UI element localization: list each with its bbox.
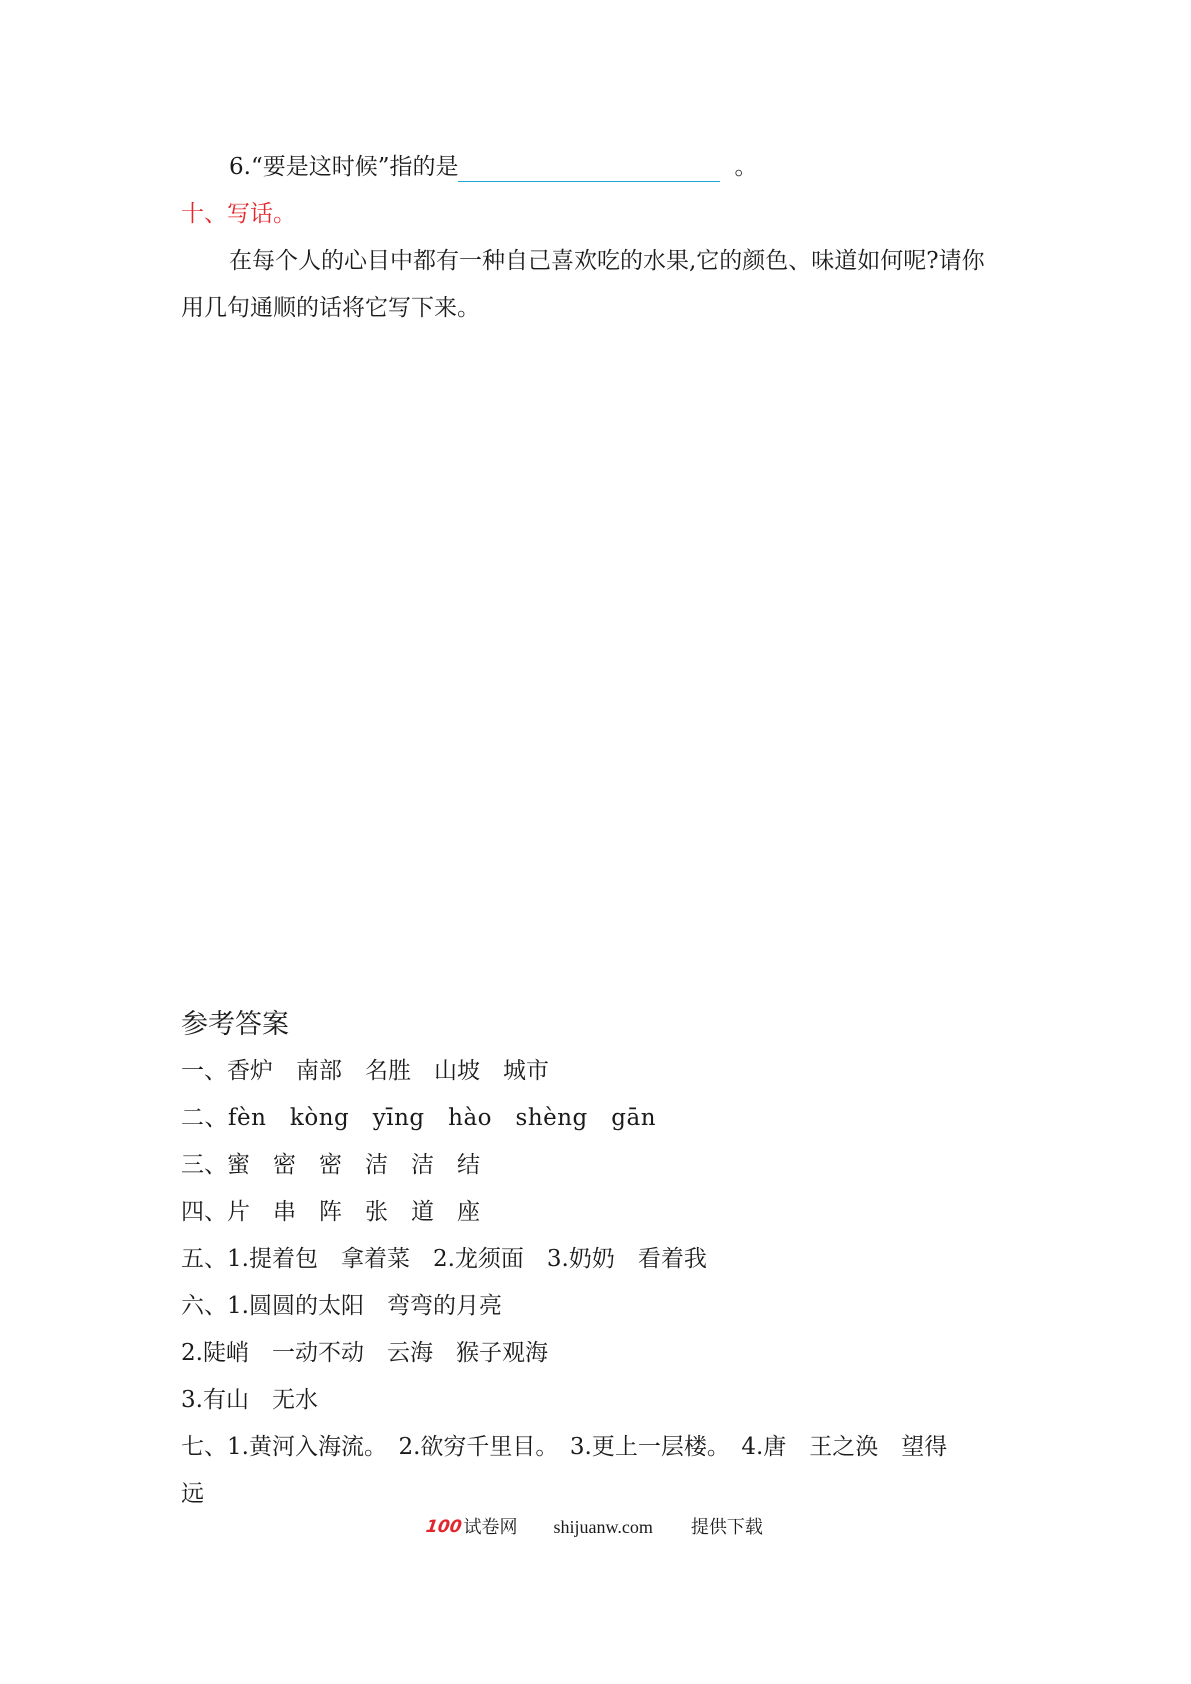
site-name: 试卷网 xyxy=(463,1517,518,1537)
answer-line-1: 一、香炉 南部 名胜 山坡 城市 xyxy=(181,1058,549,1084)
answer-line-7: 2.陡峭 一动不动 云海 猴子观海 xyxy=(181,1340,548,1366)
site-domain[interactable]: shijuanw.com xyxy=(553,1517,653,1537)
section-10-heading: 十、写话。 xyxy=(181,201,296,227)
writing-prompt-line-1: 在每个人的心目中都有一种自己喜欢吃的水果,它的颜色、味道如何呢?请你 xyxy=(229,248,985,274)
answer-line-2: 二、fèn kòng yīng hào shèng gān xyxy=(181,1105,657,1131)
writing-prompt-line-2: 用几句通顺的话将它写下来。 xyxy=(181,295,480,321)
site-logo: 100 xyxy=(424,1517,463,1537)
question-6-period: 。 xyxy=(734,154,758,180)
answer-line-5: 五、1.提着包 拿着菜 2.龙须面 3.奶奶 看着我 xyxy=(181,1246,707,1272)
answer-line-6: 六、1.圆圆的太阳 弯弯的月亮 xyxy=(181,1293,502,1319)
answer-line-8: 3.有山 无水 xyxy=(181,1387,318,1413)
answer-line-9: 七、1.黄河入海流。 2.欲穷千里目。 3.更上一层楼。 4.唐 王之涣 望得 xyxy=(181,1434,948,1460)
answer-key-title: 参考答案 xyxy=(181,1009,289,1040)
answer-line-10: 远 xyxy=(181,1481,204,1507)
answer-line-4: 四、片 串 阵 张 道 座 xyxy=(181,1199,480,1225)
download-note: 提供下载 xyxy=(690,1517,763,1537)
answer-line-3: 三、蜜 密 密 洁 洁 结 xyxy=(181,1152,480,1178)
question-6 xyxy=(229,152,757,182)
question-6-text: 6.“要是这时候”指的是 xyxy=(229,154,459,180)
answer-blank[interactable] xyxy=(458,157,720,182)
page-footer xyxy=(426,1515,763,1539)
